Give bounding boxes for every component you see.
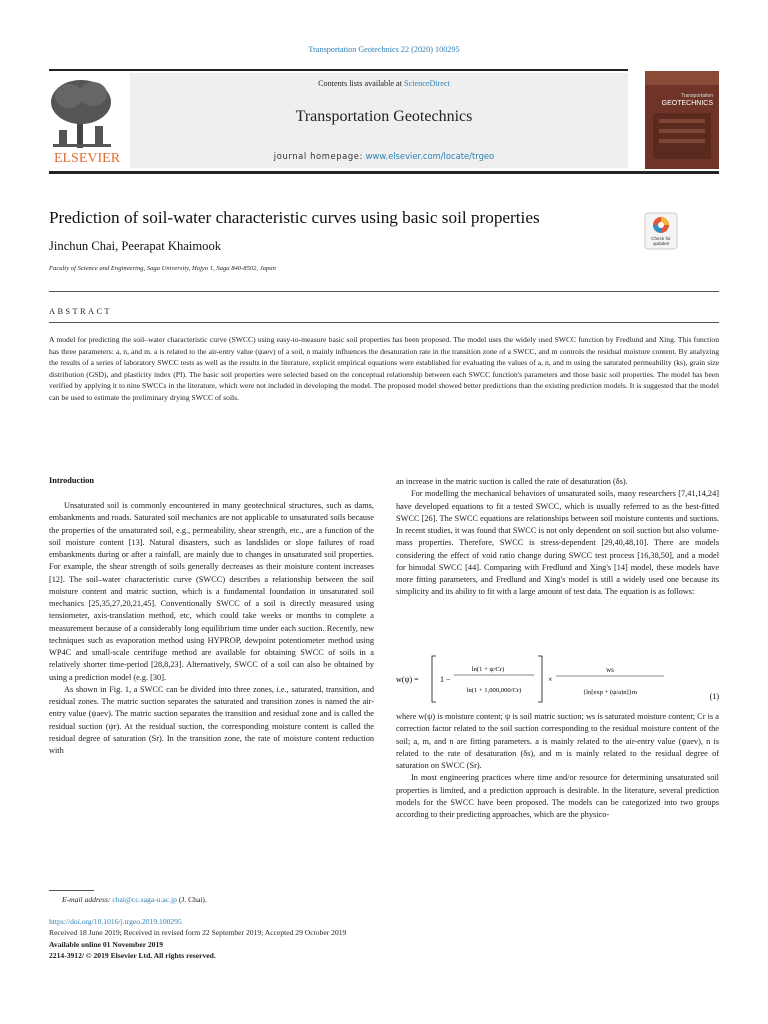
header-rule-bottom (49, 171, 719, 174)
abstract-text: A model for predicting the soil–water characteristic curve (SWCC) using easy-to-measure basic soil properties has been proposed. The model uses the widely used SWCC function by Fredlund and Xing. This function has three parameters: a, n, and m. a is related to the air-entry value (ψaev) of a soil, n mainly influences the desaturation rate in the transition zone of a SWCC, and m controls the residual moisture content. By analyzing the results of a series of laboratory SWCC tests as well as the results in the literature, explicit empirical equations were established for evaluating the values of a, n, and m using the saturated permeability (ks), grain size distribution (GSD), and plasticity index (PI). The basic soil properties were selected based on the conceptual relationship between each SWCC function's parameters and those basic soil properties. The model has been verified by applying it to nine SWCCs in the literature, which were not included in developing the model. The proposed model showed better predictions than the existing prediction models. It is suggested that the model can be used to estimate the preliminary drying SWCC of soils. (49, 335, 719, 402)
cover-title-small: Transportation (680, 93, 713, 99)
author-affiliation: Faculty of Science and Engineering, Saga University, Hojyo 1, Saga 840-8502, Japan (49, 265, 276, 272)
email-suffix: (J. Chai). (178, 895, 207, 904)
eq-lhs: w(ψ) = (396, 675, 419, 684)
paragraph: As shown in Fig. 1, a SWCC can be divided into three zones, i.e., saturated, transition, and residual zones. The matric suction separates the saturated and transition zones is named the air-entry value (ψaev). The matric suction separates the transition and residual zone and is called the residual suction (ψr). At the residual suction, the corresponding moisture content is called the residual degree of saturation (Sr). In the transition zone, the rate of moisture content reduction with (49, 684, 374, 755)
paragraph: For modelling the mechanical behaviors of unsaturated soils, many researchers [7,41,14,24] have developed equations to fit a tested SWCC, which is usually referred to as the best-fitted SWCC [26]. The SWCC equations are relationships between soil moisture contents and suctions. In recent studies, it was found that SWCC is not only dependent on soil suction but also volume-mass properties. Therefore, SWCC is stress-dependent [29,40,48,10]. There are models considering the effect of void ratio change during SWCC test process [16,38,50], and a model for bimodal SWCC [44]. Comparing with Fredlund and Xing's [14] model, these models have more fitting parameters, and Fredlund and Xing's model is still a widely used one because its simplicity and its ability to fit with a large amount of test data. The equation is as follows: (396, 489, 719, 597)
homepage-link[interactable]: www.elsevier.com/locate/trgeo (365, 151, 495, 161)
journal-citation[interactable]: Transportation Geotechnics 22 (2020) 100295 (308, 45, 460, 54)
article-title: Prediction of soil-water characteristic curves using basic soil properties (49, 208, 540, 227)
journal-cover[interactable] (645, 71, 719, 169)
footnote-rule (49, 890, 94, 891)
eq-one-minus: 1 − (440, 675, 451, 684)
right-column-cont (396, 711, 719, 821)
homepage-label: journal homepage: (273, 151, 363, 161)
crossmark-line1: Check for (651, 236, 671, 241)
equation-1 (396, 652, 719, 708)
available-online: Available online 01 November 2019 (49, 939, 164, 949)
eq-den: ln(1 + 1,000,000/Cr) (466, 687, 522, 694)
paragraph: Unsaturated soil is commonly encountered in many geotechnical structures, such as dams, embankments and roads. Saturated soil mechanics are not applicable to unsaturated soils because the properties of the unsaturated soil, e.g., permeability, shear strength, etc., are a function of the soil moisture content [13]. Natural disasters, such as landslides or slope failures of road embankments during or after a rainfall, are mainly due to changes in unsaturated soil properties. For example, the shear strength of soils generally decreases as their moisture content increases [12]. The soil–water characteristic curve (SWCC) describes a relationship between the soil moisture content and matric suction, which is a fundamental foundation in unsaturated soil mechanics [25,35,27,20,21,45]. Conventionally SWCC of a soil is directly measured using tensiometer, axis-translation method, etc, which could take weeks or months to complete a measurement because of a considerably long equilibrium time under each suction. Recently, new techniques such as evaporation method using HYPROP, dewpoint potentiometer method using WP4C and small-scale centrifuge method are available for obtaining SWCC of soils in a relatively shorter time-period [28,8,23]. Alternatively, SWCC of a soil can also be obtained by using a prediction model (e.g. [30]. (49, 501, 374, 682)
elsevier-wordmark: ELSEVIER (53, 151, 121, 166)
paragraph: an increase in the matric suction is called the rate of desaturation (δs). (396, 477, 628, 486)
doi-link[interactable]: https://doi.org/10.1016/j.trgeo.2019.100295 (49, 917, 182, 926)
left-column (49, 500, 374, 757)
journal-title: Transportation Geotechnics (295, 108, 473, 125)
eq-ws: ws (606, 666, 614, 674)
paragraph: where w(ψ) is moisture content; ψ is soil matric suction; ws is saturated moisture content; Cr is a correction factor related to the soil suction corresponding to the residual moisture content of the soil; a, m, and n are fitting parameters. a is mainly related to the air-entry value (ψaev), n is related to the rate of desaturation (δs), and m is mainly related to the residual degree of saturation on SWCC (Sr). (396, 712, 719, 770)
received-dates: Received 18 June 2019; Received in revised form 22 September 2019; Accepted 29 October 2019 (49, 928, 347, 938)
section-heading-introduction: Introduction (49, 476, 95, 485)
header-rule-top (49, 69, 628, 71)
abstract-rule-bottom (49, 322, 719, 323)
article-authors: Jinchun Chai, Peerapat Khaimook (49, 239, 222, 253)
email-label: E-mail address: (62, 895, 111, 904)
eq-den2: {ln[exp + (ψ/a)n]}m (582, 689, 638, 696)
article-history (49, 916, 346, 962)
author-email-footnote (62, 895, 207, 904)
abstract-heading: ABSTRACT (49, 307, 112, 316)
crossmark-line2: updates (652, 241, 670, 246)
eq-times: × (548, 675, 553, 684)
sciencedirect-link[interactable]: ScienceDirect (404, 79, 450, 88)
right-column (396, 476, 719, 599)
contents-prefix: Contents lists available at (318, 79, 405, 88)
eq-number: (1) (709, 692, 719, 701)
cover-title-big: GEOTECHNICS (661, 100, 713, 107)
eq-num: ln(1 + ψ/Cr) (471, 666, 505, 673)
check-for-updates-badge[interactable] (644, 212, 678, 250)
copyright-line: 2214-3912/ © 2019 Elsevier Ltd. All rights reserved. (49, 951, 216, 961)
email-link[interactable]: chai@cc.saga-u.ac.jp (112, 895, 177, 904)
abstract-rule-top (49, 291, 719, 292)
paragraph: In most engineering practices where time and/or resource for determining unsaturated soil properties is limited, and a prediction approach is desirable. In the literature, several prediction models for the SWCC have been proposed. The models can be categorized into two groups according to their predicting approaches, which are the physico- (396, 773, 719, 819)
